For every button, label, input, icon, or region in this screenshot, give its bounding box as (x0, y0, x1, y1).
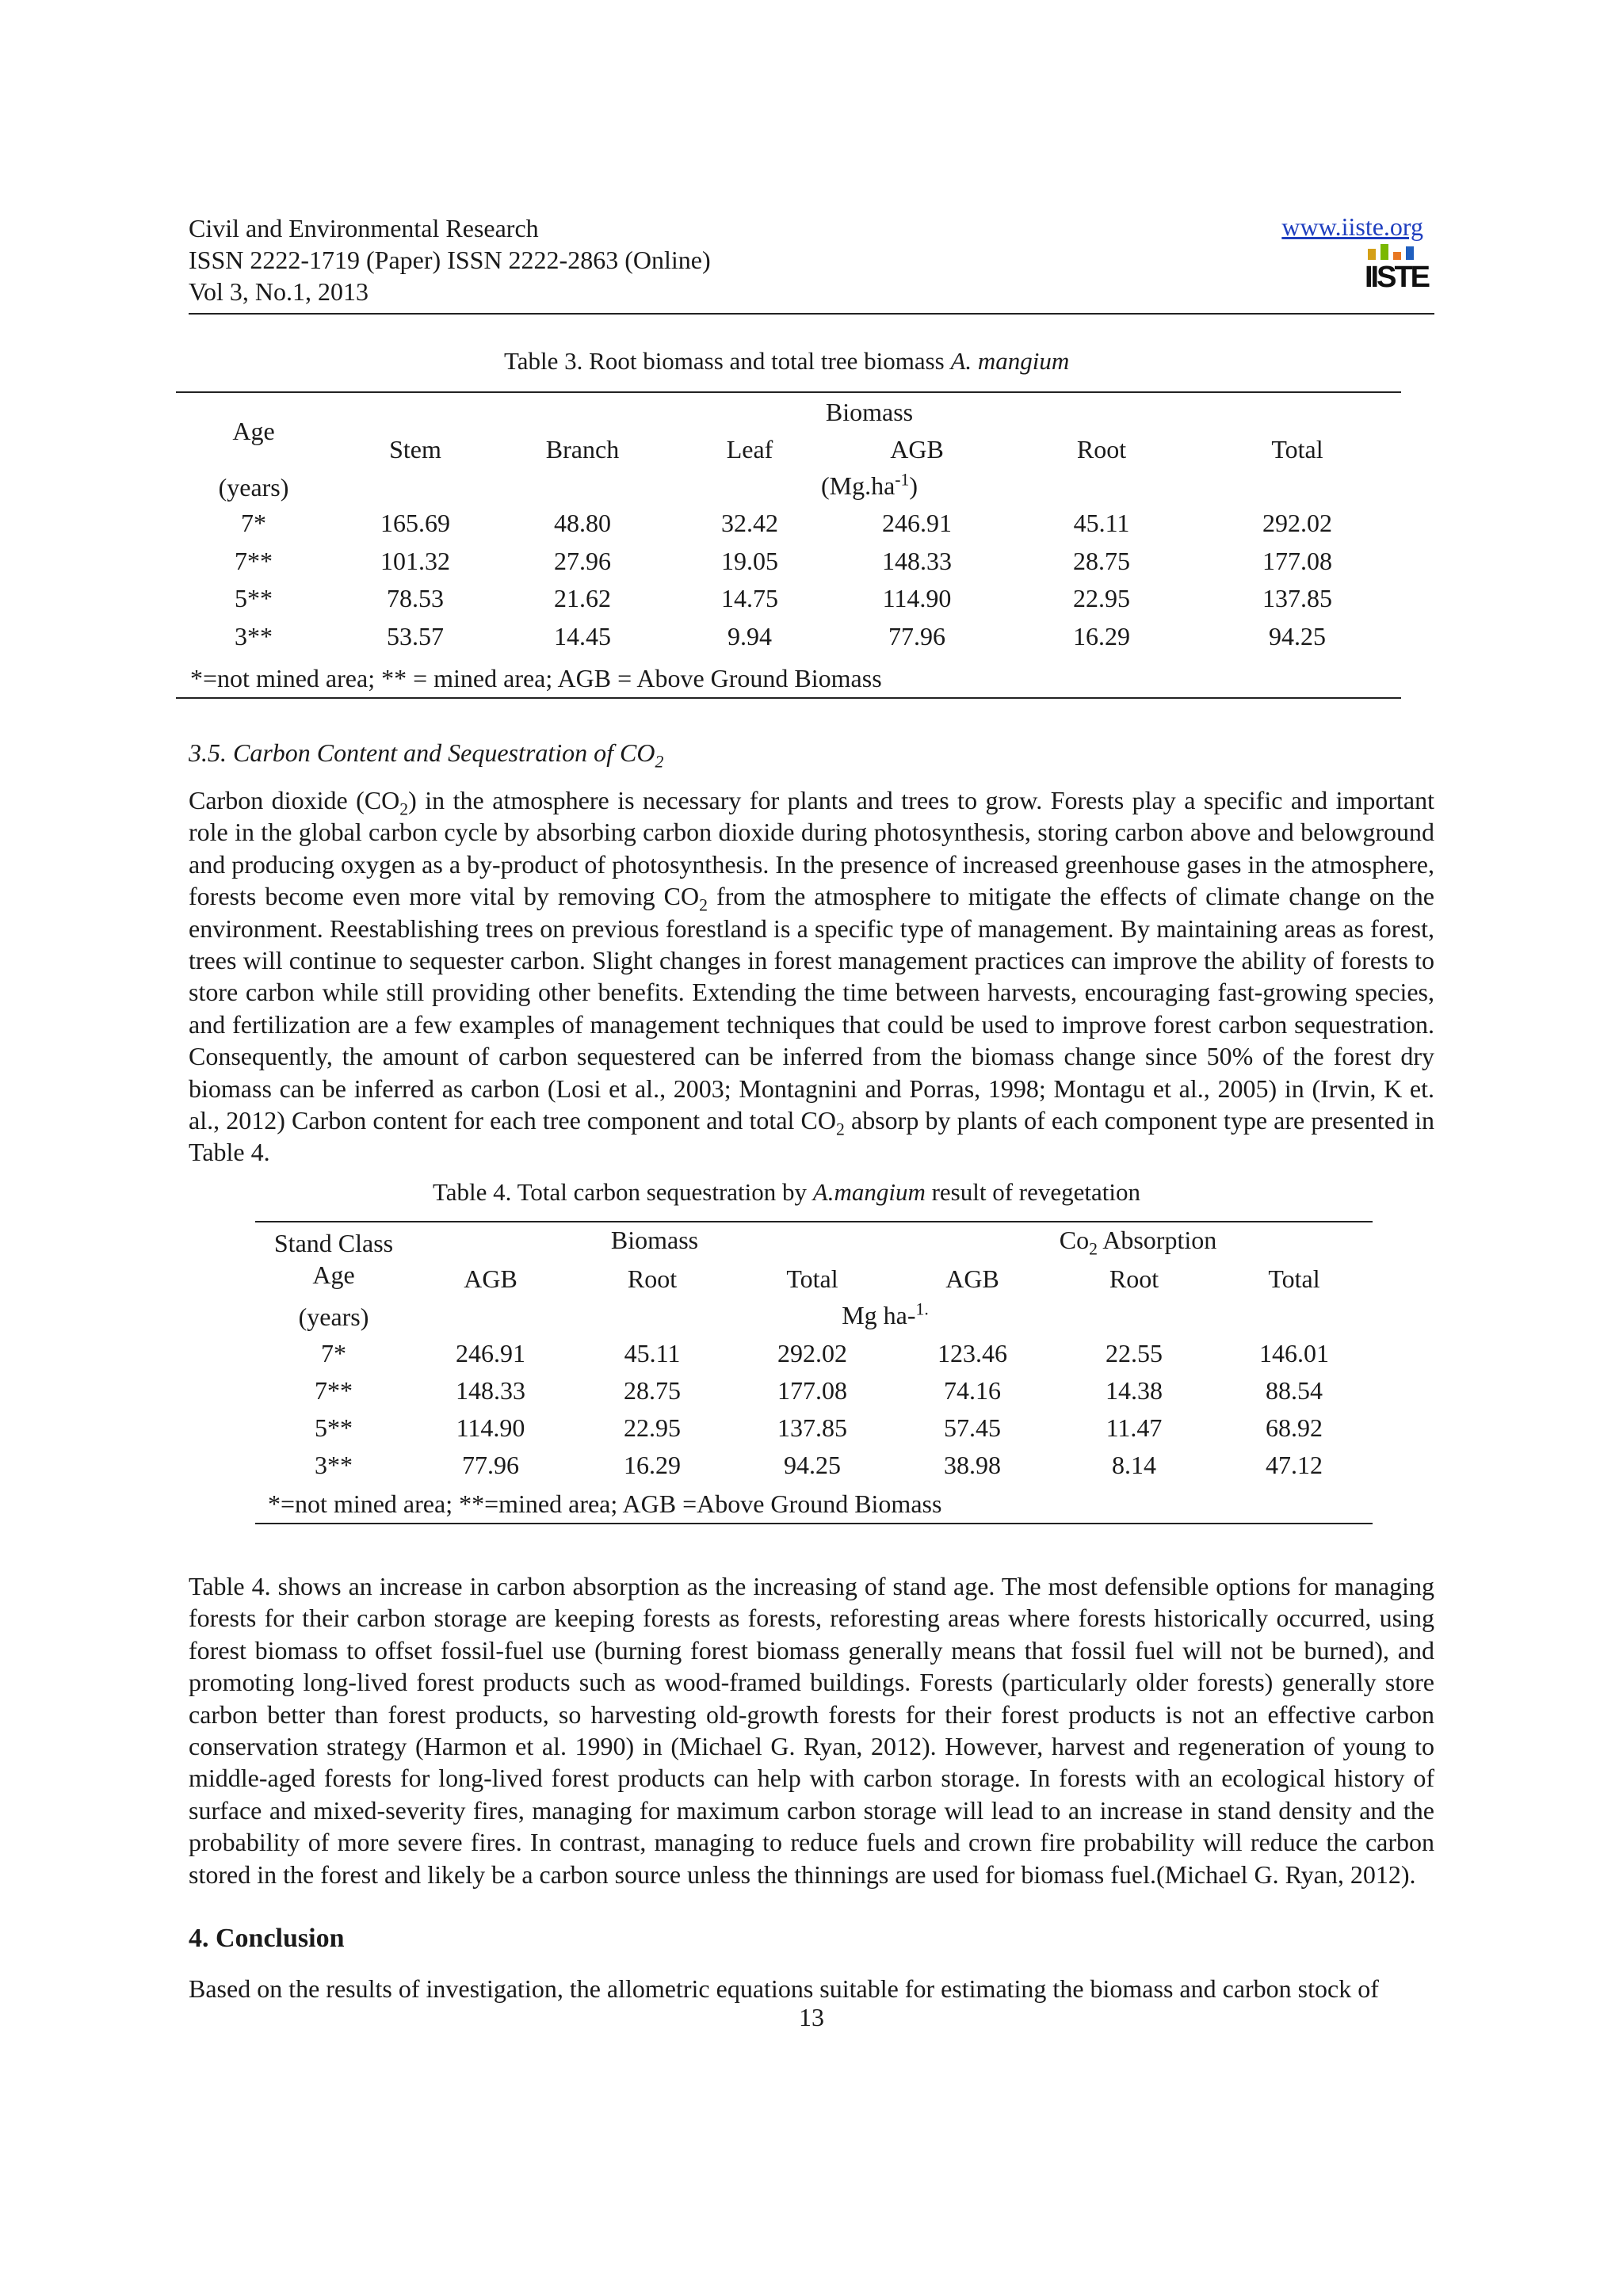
table3-col-header: AGB (890, 435, 944, 463)
para1-sub-2: 2 (699, 895, 708, 915)
table4-cell: 38.98 (944, 1451, 1001, 1479)
table4-unit-prefix: Mg ha- (842, 1301, 916, 1329)
table4-stand-label: Stand Class (273, 1229, 394, 1257)
header-rule (189, 313, 1434, 315)
table3-cell: 77.96 (888, 621, 945, 650)
table3-col-header: Total (1271, 435, 1323, 463)
table3-cell: 22.95 (1073, 584, 1130, 612)
table4-unit-exp: 1. (915, 1299, 929, 1319)
table3-col-header: Root (1076, 435, 1127, 463)
para1-sub-1: 2 (399, 799, 409, 819)
paragraph-carbon-dioxide (189, 784, 1434, 1169)
volume-line: Vol 3, No.1, 2013 (189, 277, 369, 306)
table3-cell: 48.80 (554, 509, 611, 537)
table4-col-header: AGB (945, 1264, 999, 1293)
table4-cell: 22.95 (624, 1413, 681, 1442)
table3-age-label: Age (232, 417, 275, 445)
section-title-sub: 2 (655, 752, 664, 772)
table4-unit (842, 1301, 929, 1330)
table4-col-header: Root (627, 1264, 678, 1293)
table3-col-header: Leaf (726, 435, 773, 463)
table4-cell: 11.47 (1106, 1413, 1163, 1442)
table3-cell: 28.75 (1073, 546, 1130, 575)
table4-cell: 47.12 (1266, 1451, 1323, 1479)
table3-row-age: 7** (235, 546, 273, 575)
table4-cell: 57.45 (944, 1413, 1001, 1442)
table3-cell: 148.33 (882, 546, 952, 575)
table3-cell: 94.25 (1269, 621, 1326, 650)
table3-cell: 27.96 (554, 546, 611, 575)
table3-cell: 45.11 (1073, 509, 1130, 537)
table3-caption-species: A. mangium (950, 347, 1070, 375)
table4-cell: 74.16 (944, 1376, 1001, 1405)
table3-cell: 177.08 (1262, 546, 1332, 575)
table4-row-age: 3** (315, 1451, 353, 1479)
table4-cell: 246.91 (456, 1339, 525, 1367)
table3-top-rule (176, 391, 1401, 393)
table4-group-biomass: Biomass (610, 1226, 699, 1254)
logo-bar (1368, 249, 1376, 260)
logo-bar (1381, 244, 1388, 260)
issn-line: ISSN 2222-1719 (Paper) ISSN 2222-2863 (Online) (189, 246, 711, 274)
table3-age-unit: (years) (218, 473, 289, 502)
table4-group2-suffix: Absorption (1097, 1226, 1217, 1254)
table4-bottom-rule (255, 1523, 1373, 1524)
table4-row-age: 7** (315, 1376, 353, 1405)
table4-age-unit: (years) (298, 1302, 369, 1331)
table4-cell: 146.01 (1259, 1339, 1329, 1367)
table4-cell: 177.08 (777, 1376, 847, 1405)
table3-group-label: Biomass (825, 398, 914, 426)
table4-cell: 22.55 (1106, 1339, 1163, 1367)
table3-cell: 137.85 (1262, 584, 1332, 612)
table3-cell: 114.90 (882, 584, 952, 612)
table3-cell: 32.42 (721, 509, 778, 537)
table4-cell: 137.85 (777, 1413, 847, 1442)
table4-cell: 94.25 (784, 1451, 841, 1479)
table4-col-header: Total (1268, 1264, 1320, 1293)
logo-wordmark: IISTE (1365, 261, 1429, 294)
conclusion-text: Based on the results of investigation, the allometric equations suitable for estimating the biomass and carbon stock of (189, 1974, 1379, 2003)
table4-cell: 8.14 (1112, 1451, 1156, 1479)
journal-title: Civil and Environmental Research (189, 214, 539, 242)
table3-cell: 14.75 (721, 584, 778, 612)
table4-col-header: Total (786, 1264, 838, 1293)
table3-cell: 9.94 (727, 621, 772, 650)
table4-cell: 148.33 (456, 1376, 525, 1405)
logo-bars (1368, 244, 1419, 260)
table3-note: *=not mined area; ** = mined area; AGB = Above Ground Biomass (190, 664, 882, 692)
table3-cell: 165.69 (380, 509, 450, 537)
table3-unit-suffix: ) (909, 471, 918, 500)
journal-url-link[interactable]: www.iiste.org (1281, 212, 1423, 241)
table4-cell: 292.02 (777, 1339, 847, 1367)
table3-cell: 21.62 (554, 584, 611, 612)
section-title-text: 3.5. Carbon Content and Sequestration of CO (189, 738, 655, 767)
table3-cell: 19.05 (721, 546, 778, 575)
table3-unit-prefix: (Mg.ha (820, 471, 896, 500)
iiste-logo (1365, 244, 1429, 299)
page-number: 13 (799, 2003, 824, 2031)
table3-unit-exp: -1 (895, 470, 910, 490)
table4-caption (433, 1178, 1140, 1207)
table3-cell: 14.45 (554, 621, 611, 650)
table4-cell: 68.92 (1266, 1413, 1323, 1442)
para1-text-1: Carbon dioxide (CO (189, 786, 400, 814)
table3-unit (821, 471, 918, 501)
table4-cell: 77.96 (462, 1451, 519, 1479)
section-title (189, 738, 664, 772)
table4-row-age: 7* (321, 1339, 346, 1367)
table3-cell: 78.53 (387, 584, 444, 612)
table3-bottom-rule (176, 697, 1401, 699)
para1-text-4: absorp by plants of each component type are presented in Table 4. (189, 1106, 1435, 1167)
table4-cell: 14.38 (1106, 1376, 1163, 1405)
table3-caption-text: Table 3. Root biomass and total tree biomass (504, 347, 951, 375)
table4-cell: 45.11 (624, 1339, 681, 1367)
table3-caption (504, 347, 1069, 376)
table4-cell: 28.75 (624, 1376, 681, 1405)
table3-cell: 53.57 (387, 621, 444, 650)
table3-row-age: 5** (235, 584, 273, 612)
table4-cell: 114.90 (456, 1413, 525, 1442)
para1-text-3: from the atmosphere to mitigate the effects of climate change on the environment. Reestablishing trees on previous forestland is a specific type of management. By maintaining areas as forest, trees will continue to sequester carbon. Slight changes in forest management practices can improve the ability of forests to store carbon while still providing other benefits. Extending the time between harvests, encouraging fast-growing species, and fertilization are a few examples of management techniques that could be used to improve forest carbon sequestration. Consequently, the amount of carbon sequestered can be inferred from the biomass change since 50% of the forest dry biomass can be inferred as carbon (Losi et al., 2003; Montagnini and Porras, 1998; Montagu et al., 2005) in (Irvin, K et. al., 2012) Carbon content for each tree component and total CO (189, 882, 1435, 1135)
table4-row-age: 5** (315, 1413, 353, 1442)
table4-group2-prefix: Co (1059, 1226, 1090, 1254)
conclusion-heading: 4. Conclusion (189, 1924, 345, 1953)
table3-row-age: 7* (241, 509, 266, 537)
table4-col-header: AGB (464, 1264, 517, 1293)
paragraph-discussion: Table 4. shows an increase in carbon absorption as the increasing of stand age. The most defensible options for managing forests for their carbon storage are keeping forests as forests, reforesting areas where forests historically occurred, using forest biomass to offset fossil-fuel use (burning forest biomass generally means that fossil fuel will not be burned), and promoting long-lived forest products such as wood-framed buildings. Forests (particularly older forests) generally store carbon better than forest products, so harvesting old-growth forests for their forest products is not an effective carbon conservation strategy (Harmon et al. 1990) in (Michael G. Ryan, 2012). However, harvest and regeneration of young to middle-aged forests for long-lived forest products can help with carbon storage. In forests with an ecological history of surface and mixed-severity fires, managing for maximum carbon storage will lead to an increase in stand density and the probability of more severe fires. In contrast, managing to reduce fuels and crown fire probability will reduce the carbon stored in the forest and likely be a carbon source unless the thinnings are used for biomass fuel.(Michael G. Ryan, 2012). (189, 1572, 1434, 1889)
table4-cell: 16.29 (624, 1451, 681, 1479)
logo-bar (1406, 246, 1414, 260)
table4-cell: 88.54 (1266, 1376, 1323, 1405)
table3-cell: 16.29 (1073, 621, 1130, 650)
table3-cell: 246.91 (882, 509, 952, 537)
table3-col-header: Stem (389, 435, 441, 463)
table4-caption-suffix: result of revegetation (925, 1178, 1140, 1206)
para1-text-2: ) in the atmosphere is necessary for plants and trees to grow. Forests play a specific and important role in the global carbon cycle by absorbing carbon dioxide during photosynthesis, storing carbon above and belowground and producing oxygen as a by-product of photosynthesis. In the presence of increased greenhouse gases in the atmosphere, forests become even more vital by removing CO (189, 786, 1435, 911)
table3-row-age: 3** (235, 621, 273, 650)
logo-bar (1393, 252, 1401, 260)
table4-cell: 123.46 (938, 1339, 1007, 1367)
table4-group2-sub: 2 (1089, 1239, 1098, 1259)
table4-top-rule (255, 1221, 1373, 1222)
para1-sub-3: 2 (836, 1119, 845, 1139)
table4-age-label: Age (312, 1261, 355, 1289)
table4-note: *=not mined area; **=mined area; AGB =Above Ground Biomass (268, 1489, 942, 1518)
table3-col-header: Branch (545, 435, 620, 463)
table4-caption-text: Table 4. Total carbon sequestration by (433, 1178, 813, 1206)
table4-caption-species: A.mangium (812, 1178, 926, 1206)
table3-cell: 292.02 (1262, 509, 1332, 537)
table3-cell: 101.32 (380, 546, 450, 575)
table4-col-header: Root (1109, 1264, 1159, 1293)
table4-group-absorption (1059, 1226, 1217, 1259)
